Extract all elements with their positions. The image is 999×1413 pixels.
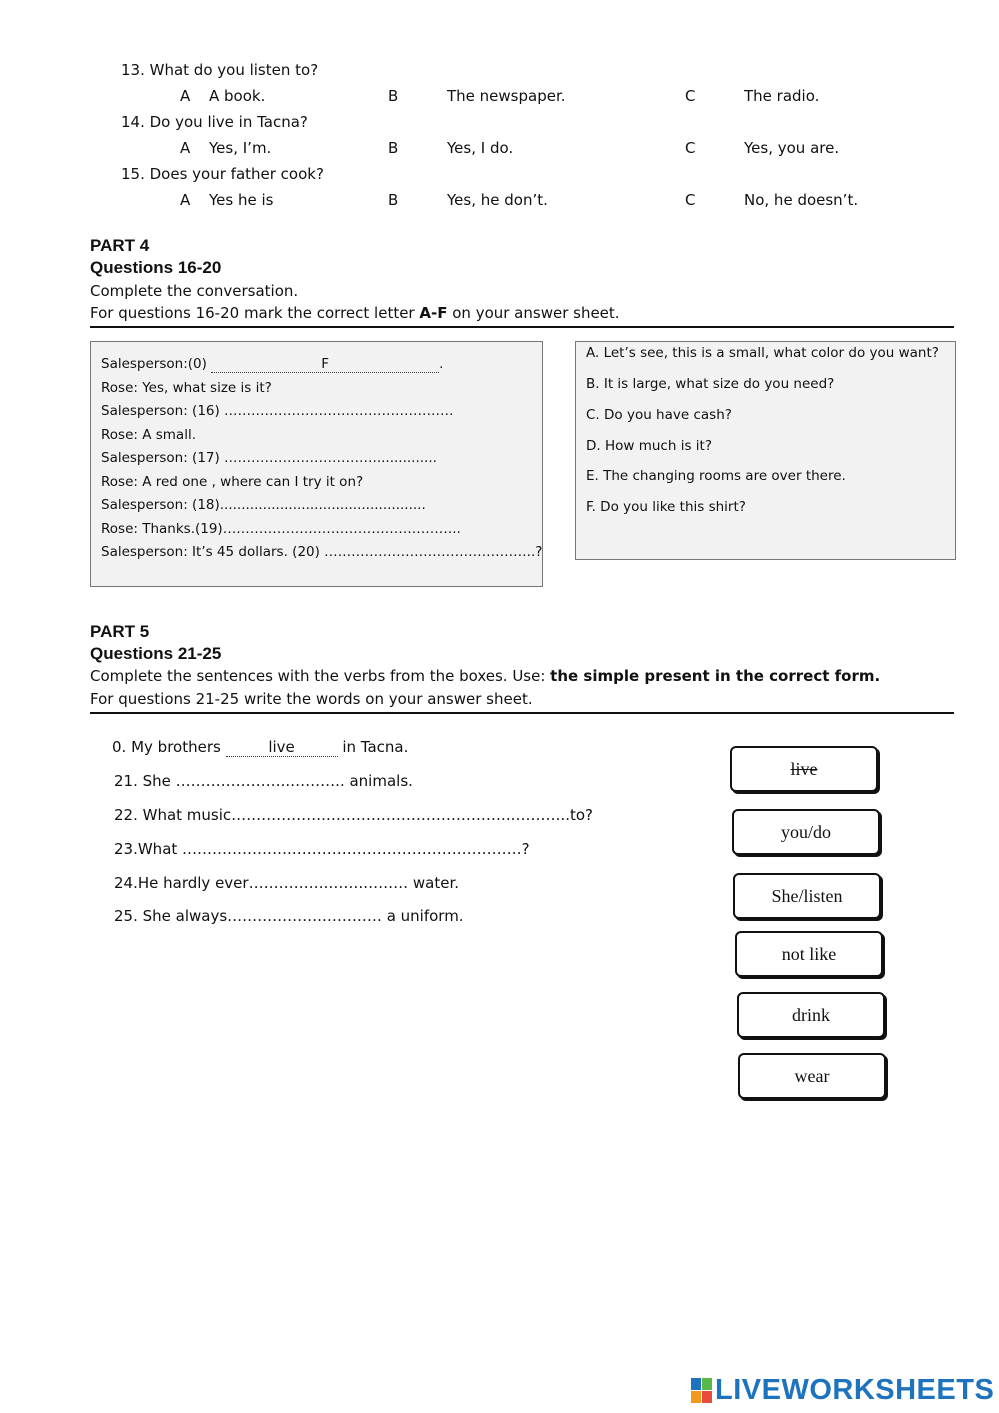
sentence-25[interactable]: 25. She always……………….………… a uniform.	[114, 907, 464, 925]
option-letter: C	[685, 139, 696, 157]
dialogue-example-line: Salesperson:(0) F .	[101, 356, 444, 372]
option-letter: A	[180, 87, 191, 105]
option-b-text[interactable]: Yes, I do.	[447, 139, 514, 157]
option-a: A. Let’s see, this is a small, what color do you want?	[586, 345, 939, 361]
question-label: 13. What do you listen to?	[121, 61, 319, 79]
option-e: E. The changing rooms are over there.	[586, 468, 846, 484]
option-a-text[interactable]: A book.	[209, 87, 266, 105]
question-label: 15. Does your father cook?	[121, 165, 324, 183]
part5-instruction: Complete the sentences with the verbs from the boxes. Use: the simple present in the correct form.	[90, 667, 881, 685]
dialogue-line-20[interactable]: Salesperson: It’s 45 dollars. (20) ………………………………………..?	[101, 544, 543, 560]
sentence-21[interactable]: 21. She …………………..……….. animals.	[114, 772, 413, 790]
verb-box-not-like: not like	[735, 931, 883, 977]
dialogue-line-18[interactable]: Salesperson: (18)................................................	[101, 497, 426, 513]
part5-title: PART 5	[90, 622, 150, 641]
verb-box-she-listen: She/listen	[733, 873, 881, 919]
sentence-24[interactable]: 24.He hardly ever…………….…….……… water.	[114, 874, 459, 892]
dialogue-line: Rose: Yes, what size is it?	[101, 380, 272, 396]
question-label: 14. Do you live in Tacna?	[121, 113, 308, 131]
option-letter: B	[388, 139, 399, 157]
part4-title: PART 4	[90, 236, 150, 255]
example-answer-blank: F	[211, 356, 439, 373]
divider	[90, 326, 954, 328]
option-d: D. How much is it?	[586, 438, 712, 454]
liveworksheets-logo	[691, 1374, 994, 1407]
part5-subtitle: Questions 21-25	[90, 644, 222, 663]
example-sentence: 0. My brothers live in Tacna.	[112, 738, 409, 756]
dialogue-box	[90, 341, 543, 587]
part4-subtitle: Questions 16-20	[90, 258, 222, 277]
options-box	[575, 341, 956, 560]
logo-blocks-icon	[691, 1378, 713, 1404]
option-b-text[interactable]: Yes, he don’t.	[447, 191, 548, 209]
dialogue-line-19[interactable]: Rose: Thanks.(19)……………………………………………..	[101, 521, 461, 537]
option-letter: A	[180, 139, 191, 157]
example-answer-blank: live	[226, 738, 338, 757]
option-a-text[interactable]: Yes he is	[209, 191, 274, 209]
verb-box-live: live	[730, 746, 878, 792]
dialogue-line: Rose: A red one , where can I try it on?	[101, 474, 364, 490]
part4-instruction-answer-sheet: For questions 16-20 mark the correct letter A-F on your answer sheet.	[90, 304, 620, 322]
option-letter: B	[388, 87, 399, 105]
divider	[90, 712, 954, 714]
option-letter: B	[388, 191, 399, 209]
option-a-text[interactable]: Yes, I’m.	[209, 139, 272, 157]
option-b: B. It is large, what size do you need?	[586, 376, 835, 392]
dialogue-line-17[interactable]: Salesperson: (17) ……………………………...............	[101, 450, 437, 466]
option-c-text[interactable]: No, he doesn’t.	[744, 191, 859, 209]
option-c-text[interactable]: Yes, you are.	[744, 139, 840, 157]
part5-instruction-answer-sheet: For questions 21-25 write the words on your answer sheet.	[90, 690, 533, 708]
logo-text: LIVEWORKSHEETS	[715, 1374, 995, 1406]
dialogue-line-16[interactable]: Salesperson: (16) ……………………………………………	[101, 403, 454, 419]
option-c-text[interactable]: The radio.	[744, 87, 820, 105]
option-letter: A	[180, 191, 191, 209]
option-b-text[interactable]: The newspaper.	[447, 87, 566, 105]
option-letter: C	[685, 87, 696, 105]
option-c: C. Do you have cash?	[586, 407, 732, 423]
verb-box-wear: wear	[738, 1053, 886, 1099]
verb-box-drink: drink	[737, 992, 885, 1038]
option-f: F. Do you like this shirt?	[586, 499, 746, 515]
part4-instruction: Complete the conversation.	[90, 282, 299, 300]
sentence-23[interactable]: 23.What ………………….…………………………….…………?	[114, 840, 530, 858]
option-letter: C	[685, 191, 696, 209]
sentence-22[interactable]: 22. What music……………….………………………………..………..to?	[114, 806, 594, 824]
verb-box-you-do: you/do	[732, 809, 880, 855]
dialogue-line: Rose: A small.	[101, 427, 196, 443]
